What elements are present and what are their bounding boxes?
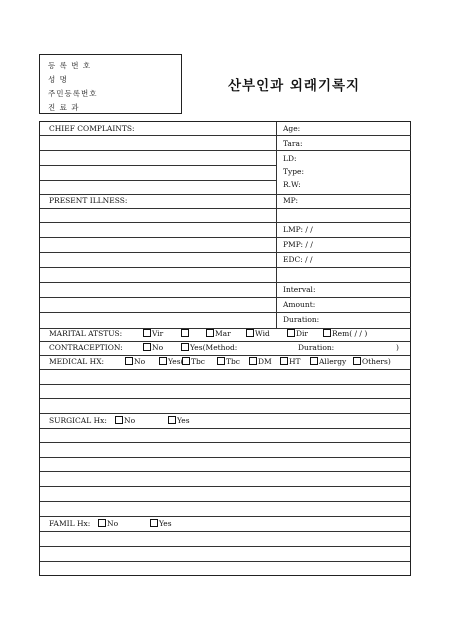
- medical-tbc-option-1[interactable]: Tbc: [182, 357, 205, 367]
- contraception-close-paren: ): [396, 343, 399, 352]
- checkbox-icon[interactable]: [143, 343, 151, 351]
- family-no-option[interactable]: No: [98, 519, 118, 529]
- checkbox-icon[interactable]: [287, 329, 295, 337]
- resident-number-label: 주민등록번호: [48, 89, 98, 98]
- row-line: [276, 297, 411, 298]
- row-line: [40, 282, 276, 283]
- row-line: [276, 194, 411, 195]
- type-label: Type:: [283, 167, 305, 176]
- checkbox-icon[interactable]: [249, 357, 257, 365]
- marital-rem-option[interactable]: Rem( / / ): [323, 329, 367, 339]
- row-line: [40, 369, 410, 370]
- row-line: [276, 222, 411, 223]
- medical-yes-option[interactable]: Yes(: [159, 357, 184, 367]
- row-line: [40, 501, 410, 502]
- row-line: [40, 457, 410, 458]
- surgical-hx-label: SURGICAL Hx:: [49, 416, 107, 425]
- contraception-duration-label: Duration:: [298, 343, 335, 352]
- row-line: [40, 252, 276, 253]
- row-line: [276, 267, 411, 268]
- row-line: [40, 194, 276, 195]
- checkbox-icon[interactable]: [206, 329, 214, 337]
- marital-status-label: MARITAL ATSTUS:: [49, 329, 123, 338]
- row-line: [276, 135, 411, 136]
- row-line: [40, 267, 276, 268]
- row-line: [276, 312, 411, 313]
- checkbox-icon[interactable]: [217, 357, 225, 365]
- department-label: 진 료 과: [48, 103, 80, 112]
- contraception-no-option[interactable]: No: [143, 343, 163, 353]
- checkbox-icon[interactable]: [143, 329, 151, 337]
- contraception-yes-option[interactable]: Yes(Method:: [181, 343, 237, 353]
- age-label: Age:: [283, 124, 301, 133]
- surgical-no-option[interactable]: No: [115, 416, 135, 426]
- row-line: [40, 442, 410, 443]
- medical-dm-option[interactable]: DM: [249, 357, 272, 367]
- family-yes-option[interactable]: Yes: [150, 519, 172, 529]
- row-line: [40, 471, 410, 472]
- duration-label: Duration:: [283, 315, 320, 324]
- name-label: 성 명: [48, 75, 68, 84]
- surgical-yes-option[interactable]: Yes: [168, 416, 190, 426]
- row-line: [40, 355, 410, 356]
- form-title: 산부인과 외래기록지: [228, 78, 361, 94]
- chief-complaints-label: CHIEF COMPLAINTS:: [49, 124, 135, 133]
- row-line: [40, 486, 410, 487]
- row-line: [40, 384, 410, 385]
- checkbox-icon[interactable]: [310, 357, 318, 365]
- row-line: [40, 398, 410, 399]
- row-line: [276, 282, 411, 283]
- row-line: [40, 546, 410, 547]
- checkbox-icon[interactable]: [98, 519, 106, 527]
- row-line: [40, 150, 276, 151]
- outpatient-record-form: [39, 121, 411, 576]
- marital-dir-option[interactable]: Dir: [287, 329, 308, 339]
- row-line: [276, 150, 411, 151]
- row-line: [40, 237, 276, 238]
- row-line: [40, 222, 276, 223]
- marital-blank-option[interactable]: [181, 329, 190, 339]
- medical-allergy-option[interactable]: Allergy: [310, 357, 346, 367]
- medical-tbc-option-2[interactable]: Tbc: [217, 357, 240, 367]
- edc-label: EDC: / /: [283, 255, 313, 264]
- tara-label: Tara:: [283, 139, 303, 148]
- checkbox-icon[interactable]: [280, 357, 288, 365]
- checkbox-icon[interactable]: [182, 357, 190, 365]
- medical-ht-option[interactable]: HT: [280, 357, 301, 367]
- marital-wid-option[interactable]: Wid: [246, 329, 270, 339]
- row-line: [276, 252, 411, 253]
- interval-label: Interval:: [283, 285, 316, 294]
- marital-mar-option[interactable]: Mar: [206, 329, 231, 339]
- pmp-label: PMP: / /: [283, 240, 313, 249]
- row-line: [276, 237, 411, 238]
- lmp-label: LMP: / /: [283, 225, 313, 234]
- row-line: [276, 208, 411, 209]
- marital-vir-option[interactable]: Vir: [143, 329, 163, 339]
- patient-id-box: [39, 54, 182, 114]
- row-line: [40, 341, 410, 342]
- present-illness-label: PRESENT ILLNESS:: [49, 196, 128, 205]
- checkbox-icon[interactable]: [125, 357, 133, 365]
- checkbox-icon[interactable]: [323, 329, 331, 337]
- row-line: [40, 135, 276, 136]
- mp-label: MP:: [283, 196, 298, 205]
- checkbox-icon[interactable]: [353, 357, 361, 365]
- row-line: [40, 312, 276, 313]
- checkbox-icon[interactable]: [181, 329, 189, 337]
- amount-label: Amount:: [283, 300, 316, 309]
- row-line: [40, 428, 410, 429]
- ld-label: LD:: [283, 154, 297, 163]
- medical-others-option[interactable]: Others): [353, 357, 391, 367]
- medical-hx-label: MEDICAL HX:: [49, 357, 105, 366]
- checkbox-icon[interactable]: [168, 416, 176, 424]
- checkbox-icon[interactable]: [181, 343, 189, 351]
- row-line: [40, 413, 410, 414]
- rw-label: R.W:: [283, 180, 301, 189]
- row-line: [40, 297, 276, 298]
- registration-number-label: 등 록 번 호: [48, 61, 92, 70]
- family-hx-label: FAMIL Hx:: [49, 519, 91, 528]
- row-line: [40, 208, 276, 209]
- checkbox-icon[interactable]: [159, 357, 167, 365]
- checkbox-icon[interactable]: [150, 519, 158, 527]
- row-line: [40, 531, 410, 532]
- medical-no-option[interactable]: No: [125, 357, 145, 367]
- row-line: [40, 516, 410, 517]
- row-line: [40, 165, 276, 166]
- checkbox-icon[interactable]: [115, 416, 123, 424]
- checkbox-icon[interactable]: [246, 329, 254, 337]
- row-line: [40, 180, 276, 181]
- row-line: [40, 561, 410, 562]
- contraception-label: CONTRACEPTION:: [49, 343, 123, 352]
